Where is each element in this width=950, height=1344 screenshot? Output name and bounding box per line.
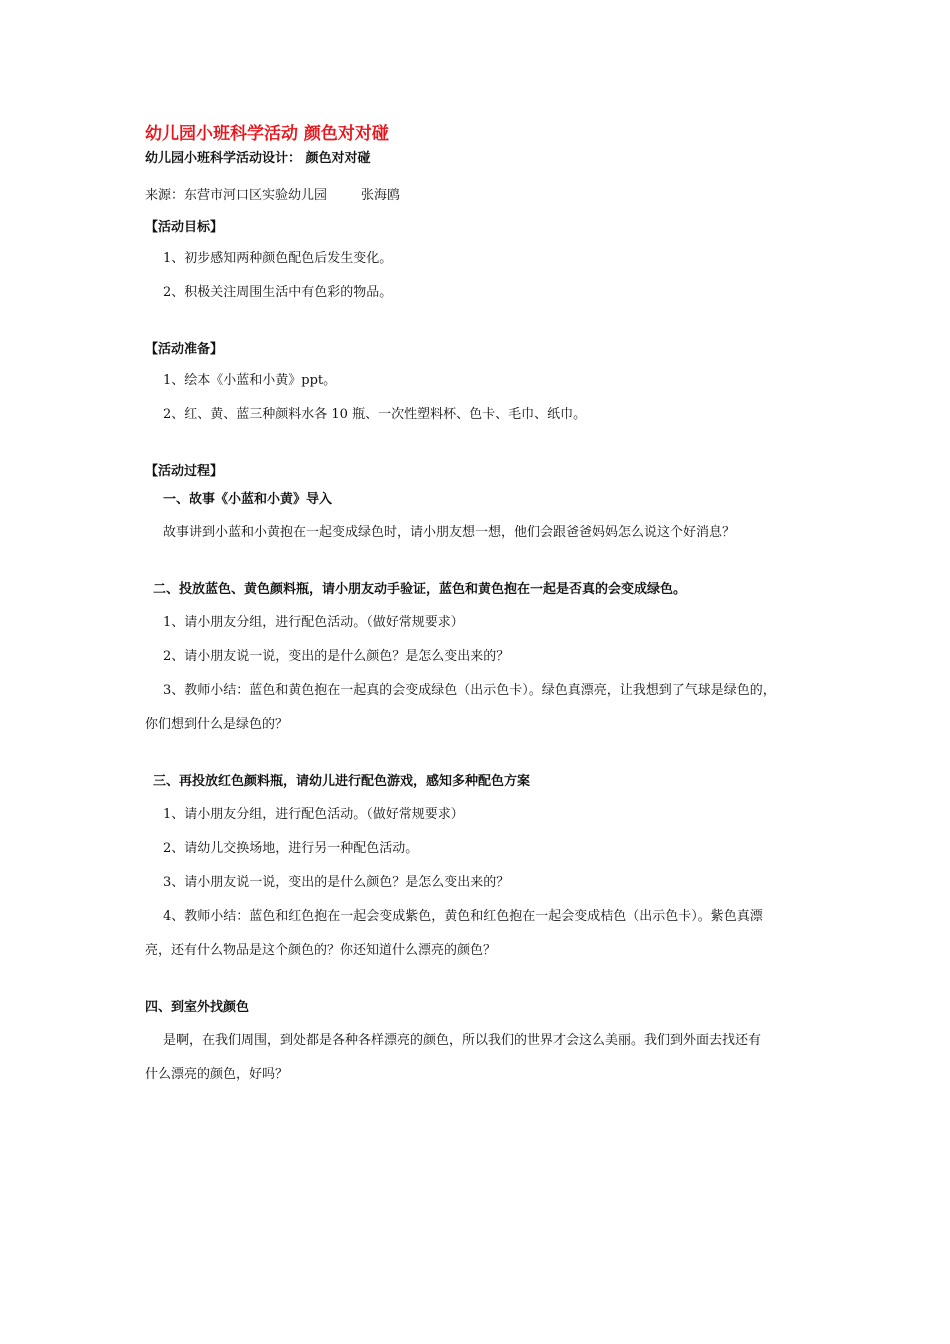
- document-title: 幼儿园小班科学活动 颜色对对碰: [145, 124, 389, 144]
- part3-item: 2、请幼儿交换场地，进行另一种配色活动。: [163, 841, 419, 856]
- part2-item: 2、请小朋友说一说，变出的是什么颜色？是怎么变出来的？: [163, 649, 510, 664]
- part2-summary-line1: 3、教师小结：蓝色和黄色抱在一起真的会变成绿色（出示色卡）。绿色真漂亮，让我想到了气球是绿色的，: [163, 683, 776, 698]
- document-subtitle: 幼儿园小班科学活动设计： 颜色对对碰: [145, 151, 371, 166]
- goal-item: 1、初步感知两种颜色配色后发生变化。: [163, 251, 393, 266]
- part4-line2: 什么漂亮的颜色，好吗？: [145, 1067, 289, 1082]
- part1-heading: 一、故事《小蓝和小黄》导入: [163, 492, 333, 507]
- source-line: [145, 186, 815, 218]
- prep-item: 1、绘本《小蓝和小黄》ppt。: [163, 373, 337, 388]
- process-heading: 【活动过程】: [145, 464, 224, 479]
- source-label: 来源：东营市河口区实验幼儿园: [145, 188, 328, 203]
- prep-heading: 【活动准备】: [145, 342, 224, 357]
- part4-line1: 是啊，在我们周围，到处都是各种各样漂亮的颜色，所以我们的世界才会这么美丽。我们到外面去找还有: [163, 1033, 762, 1048]
- part3-item: 1、请小朋友分组，进行配色活动。（做好常规要求）: [163, 807, 464, 822]
- part2-item: 1、请小朋友分组，进行配色活动。（做好常规要求）: [163, 615, 464, 630]
- part2-heading: 二、投放蓝色、黄色颜料瓶，请小朋友动手验证，蓝色和黄色抱在一起是否真的会变成绿色。: [153, 582, 687, 597]
- part4-heading: 四、到室外找颜色: [145, 1000, 250, 1015]
- prep-item: 2、红、黄、蓝三种颜料水各 10 瓶、一次性塑料杯、色卡、毛巾、纸巾。: [163, 407, 587, 422]
- part3-summary-line2: 亮，还有什么物品是这个颜色的？你还知道什么漂亮的颜色？: [145, 943, 497, 958]
- part1-text: 故事讲到小蓝和小黄抱在一起变成绿色时，请小朋友想一想，他们会跟爸爸妈妈怎么说这个好消息？: [163, 525, 736, 540]
- part3-summary-line1: 4、教师小结：蓝色和红色抱在一起会变成紫色，黄色和红色抱在一起会变成桔色（出示色卡）。紫色真漂: [163, 909, 763, 924]
- goals-heading: 【活动目标】: [145, 220, 224, 235]
- part3-heading: 三、再投放红色颜料瓶，请幼儿进行配色游戏，感知多种配色方案: [153, 774, 531, 789]
- source-author: 张海鸥: [361, 188, 401, 203]
- document-page: [145, 122, 815, 1092]
- goal-item: 2、积极关注周围生活中有色彩的物品。: [163, 285, 393, 300]
- part3-item: 3、请小朋友说一说，变出的是什么颜色？是怎么变出来的？: [163, 875, 510, 890]
- part2-summary-line2: 你们想到什么是绿色的？: [145, 717, 289, 732]
